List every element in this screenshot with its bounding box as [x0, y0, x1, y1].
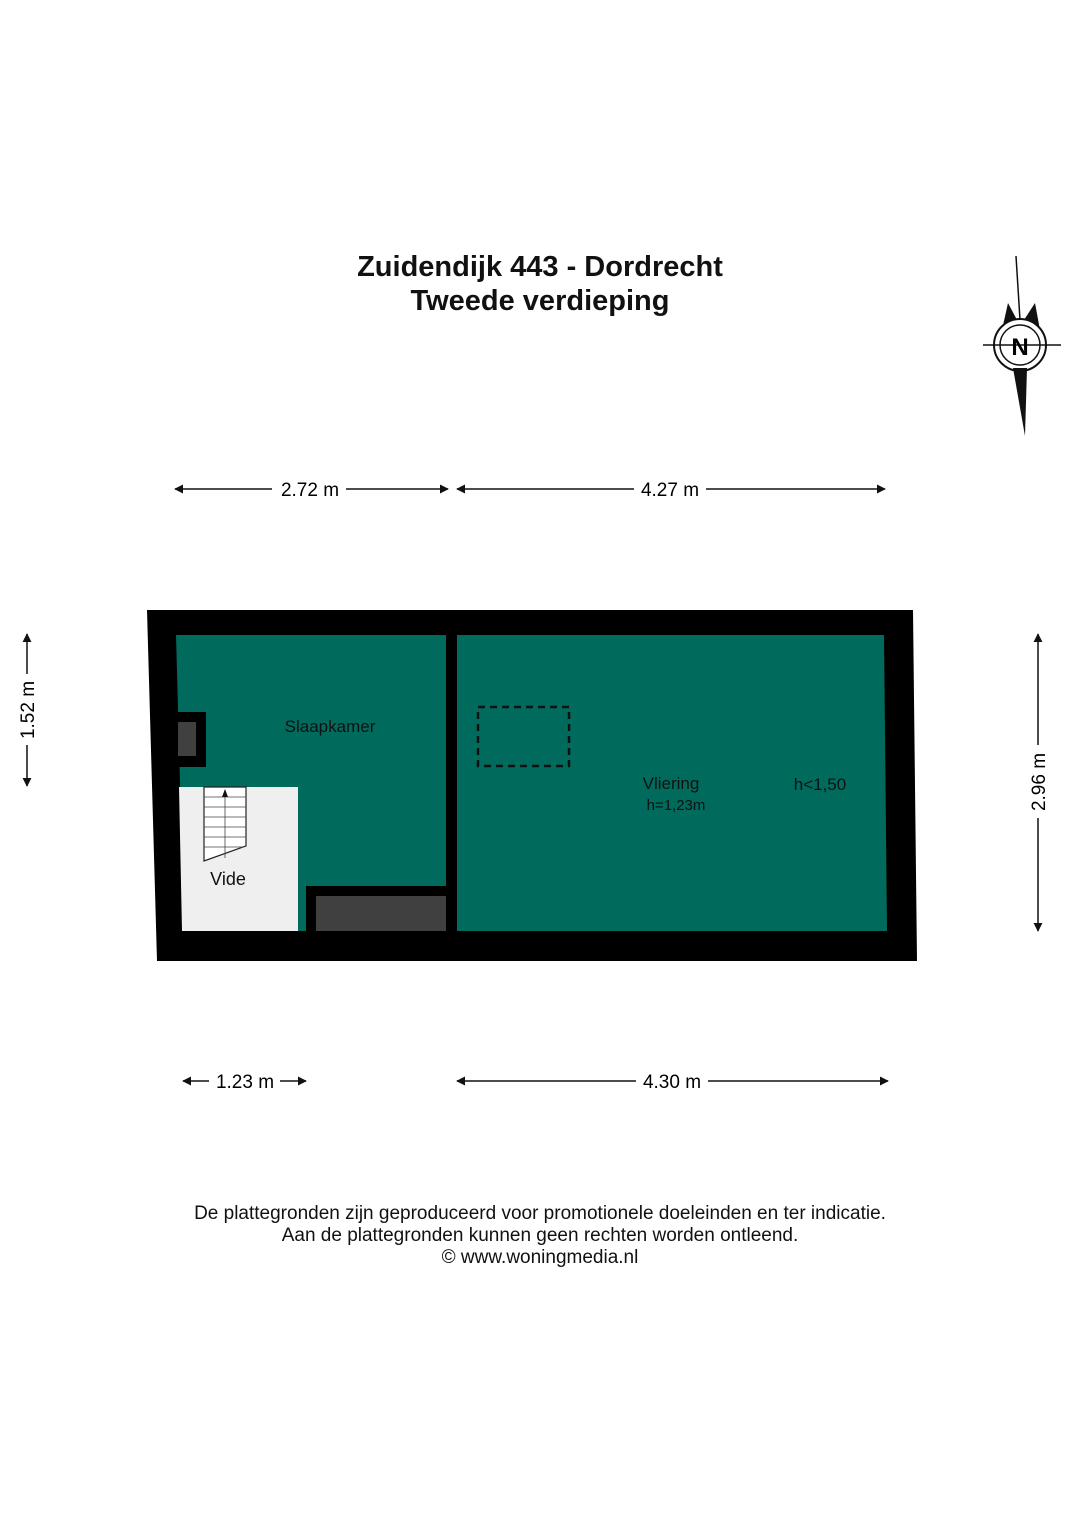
dimension-left	[18, 634, 39, 786]
disclaimer	[0, 1203, 1080, 1269]
dimension-label: 1.23 m	[215, 1072, 275, 1093]
dimension-bottom-right	[457, 1072, 888, 1093]
plan-title-floor: Tweede verdieping	[410, 285, 670, 317]
room-label-vliering: Vliering	[642, 774, 700, 793]
dimension-label: 2.72 m	[280, 480, 340, 501]
compass-icon	[983, 256, 1061, 436]
dimension-top-left	[175, 480, 448, 501]
dimension-label: 1.52 m	[18, 680, 39, 740]
copyright-line: © www.woningmedia.nl	[441, 1247, 639, 1268]
built-in-cabinet	[316, 896, 446, 931]
chimney-inner	[178, 722, 196, 756]
room-label-slaapkamer: Slaapkamer	[284, 717, 376, 736]
room-label-vide: Vide	[210, 869, 246, 889]
height-limit-label: h<1,50	[793, 775, 847, 794]
disclaimer-line-2: Aan de plattegronden kunnen geen rechten worden ontleend.	[281, 1225, 799, 1246]
plan-title-address: Zuidendijk 443 - Dordrecht	[357, 251, 723, 283]
dimension-label: 4.30 m	[642, 1072, 702, 1093]
compass-north-label: N	[1011, 334, 1029, 361]
dimension-label: 2.96 m	[1029, 752, 1050, 812]
disclaimer-line-1: De plattegronden zijn geproduceerd voor promotionele doeleinden en ter indicatie.	[194, 1203, 886, 1224]
dimension-right	[1029, 634, 1050, 931]
dimension-top-right	[457, 480, 885, 501]
dimension-label: 4.27 m	[640, 480, 700, 501]
dimension-bottom-left	[183, 1072, 306, 1093]
room-height-vliering: h=1,23m	[646, 797, 706, 814]
